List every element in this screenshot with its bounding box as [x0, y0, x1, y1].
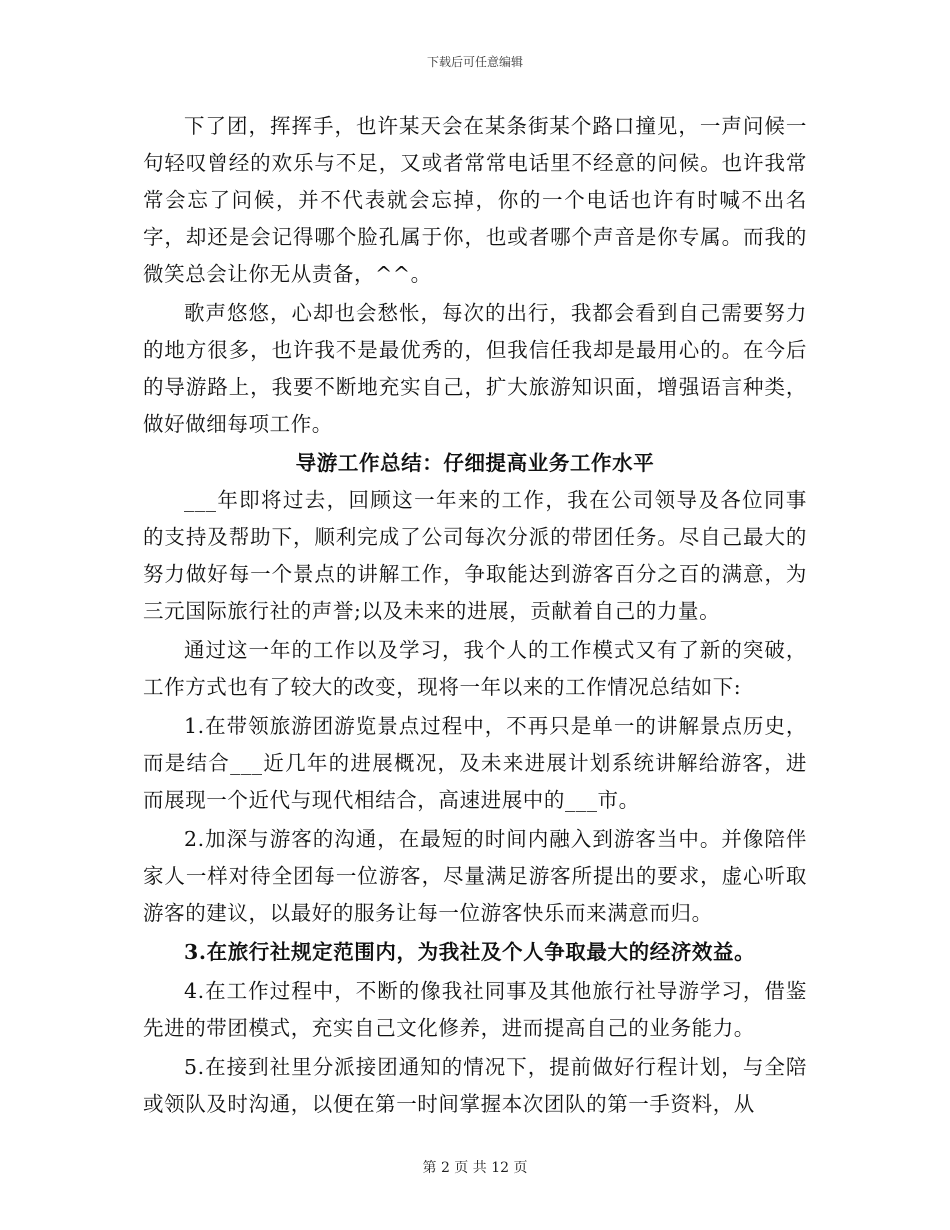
list-item-3: 3.在旅行社规定范围内，为我社及个人争取最大的经济效益。 [184, 940, 756, 964]
list-item-2: 2.加深与游客的沟通，在最短的时间内融入到游客当中。并像陪伴家人一样对待全团每一位游客，尽量满足游客所提出的要求，虚心听取游客的建议，以最好的服务让每一位游客快乐而来满意而归。 [143, 827, 807, 925]
document-body [143, 108, 807, 1125]
page-header: 下载后可任意编辑 [426, 55, 523, 69]
page-number-footer: 第 2 页 共 12 页 [422, 1160, 528, 1176]
paragraph-year-review: ___年即将过去，回顾这一年来的工作，我在公司领导及各位同事的支持及帮助下，顺利完成了公司每次分派的带团任务。尽自己最大的努力做好每一个景点的讲解工作，争取能达到游客百分之百的满意，为三元国际旅行社的声誉;以及未来的进展，贡献着自己的力量。 [143, 488, 807, 623]
list-item-4: 4.在工作过程中，不断的像我社同事及其他旅行社导游学习，借鉴先进的带团模式，充实自己文化修养，进而提高自己的业务能力。 [143, 979, 807, 1040]
paragraph-farewell: 下了团，挥挥手，也许某天会在某条街某个路口撞见，一声问候一句轻叹曾经的欢乐与不足，又或者常常电话里不经意的问候。也许我常常会忘了问候，并不代表就会忘掉，你的一个电话也许有时喊不出名字，却还是会记得哪个脸孔属于你，也或者哪个声音是你专属。而我的微笑总会让你无从责备，^^。 [143, 114, 807, 286]
list-item-5: 5.在接到社里分派接团通知的情况下，提前做好行程计划，与全陪或领队及时沟通，以便在第一时间掌握本次团队的第一手资料，从 [143, 1055, 807, 1116]
paragraph-reflection: 歌声悠悠，心却也会愁怅，每次的出行，我都会看到自己需要努力的地方很多，也许我不是最优秀的，但我信任我却是最用心的。在今后的导游路上，我要不断地充实自己，扩大旅游知识面，增强语言种类，做好做细每项工作。 [143, 301, 807, 436]
section-heading: 导游工作总结：仔细提高业务工作水平 [295, 451, 655, 475]
list-item-1: 1.在带领旅游团游览景点过程中，不再只是单一的讲解景点历史，而是结合___近几年的进展概况，及未来进展计划系统讲解给游客，进而展现一个近代与现代相结合，高速进展中的___市。 [143, 714, 807, 812]
paragraph-summary-intro: 通过这一年的工作以及学习，我个人的工作模式又有了新的突破，工作方式也有了较大的改变，现将一年以来的工作情况总结如下: [143, 638, 807, 699]
